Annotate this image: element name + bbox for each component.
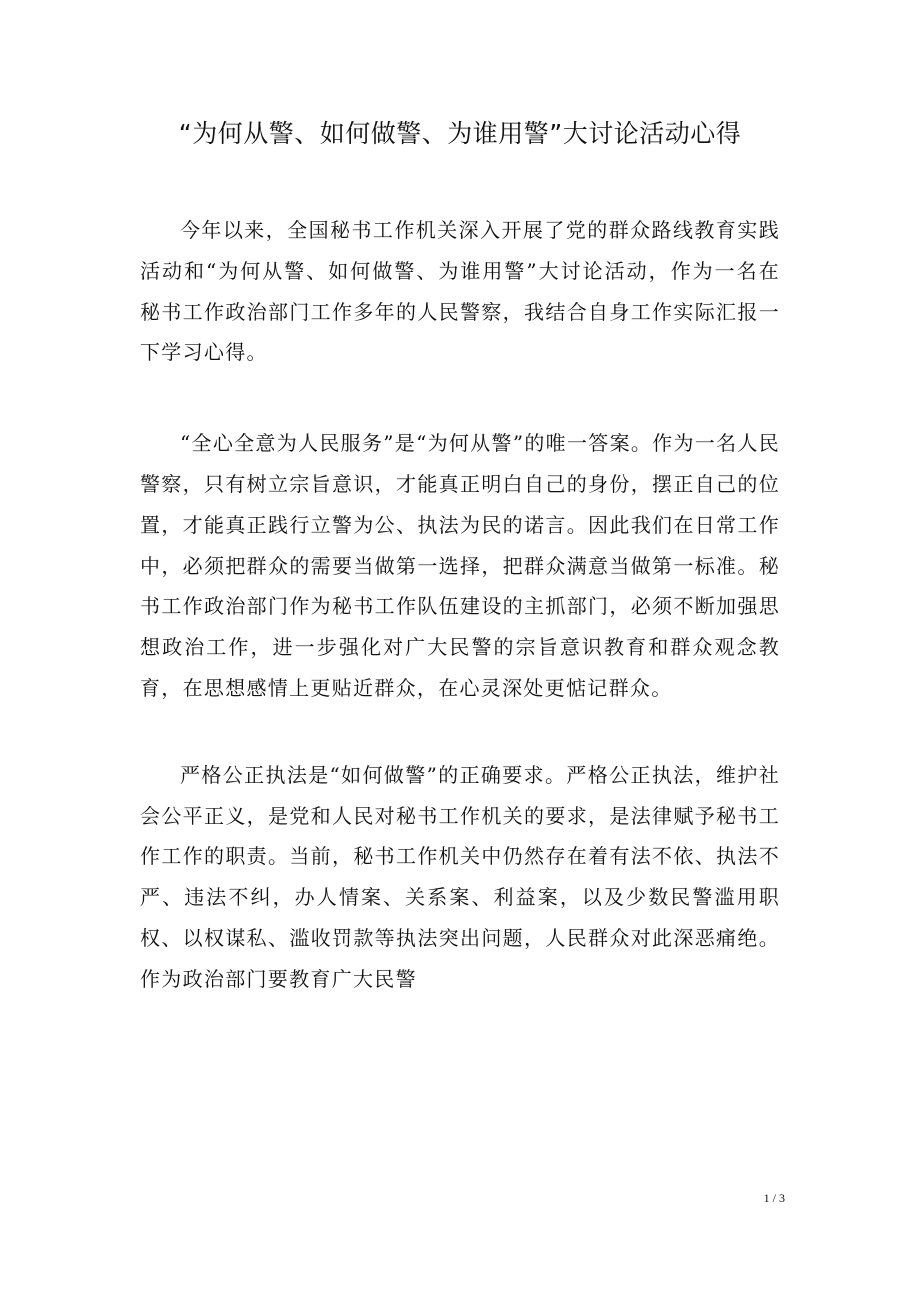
paragraph-how-police: 严格公正执法是“如何做警”的正确要求。严格公正执法，维护社会公平正义，是党和人民对秘书工作机关的要求，是法律赋予秘书工作工作的职责。当前，秘书工作机关中仍然存在着有法不依、执法不严、违法不纠，办人情案、关系案、利益案，以及少数民警滥用职权、以权谋私、滥收罚款等执法突出问题，人民群众对此深恶痛绝。作为政治部门要教育广大民警 bbox=[140, 762, 780, 991]
paragraph-intro: 今年以来，全国秘书工作机关深入开展了党的群众路线教育实践活动和“为何从警、如何做警、为谁用警”大讨论活动，作为一名在秘书工作政治部门工作多年的人民警察，我结合自身工作实际汇报一下学习心得。 bbox=[140, 218, 780, 365]
page-number: 1 / 3 bbox=[763, 1191, 785, 1205]
document-body bbox=[140, 210, 780, 1050]
paragraph-why-police: “全心全意为人民服务”是“为何从警”的唯一答案。作为一名人民警察，只有树立宗旨意识，才能真正明白自己的身份，摆正自己的位置，才能真正践行立警为公、执法为民的诺言。因此我们在日常工作中，必须把群众的需要当做第一选择，把群众满意当做第一标准。秘书工作政治部门作为秘书工作队伍建设的主抓部门，必须不断加强思想政治工作，进一步强化对广大民警的宗旨意识教育和群众观念教育，在思想感情上更贴近群众，在心灵深处更惦记群众。 bbox=[140, 431, 780, 700]
document-title: “为何从警、如何做警、为谁用警”大讨论活动心得 bbox=[178, 119, 742, 148]
